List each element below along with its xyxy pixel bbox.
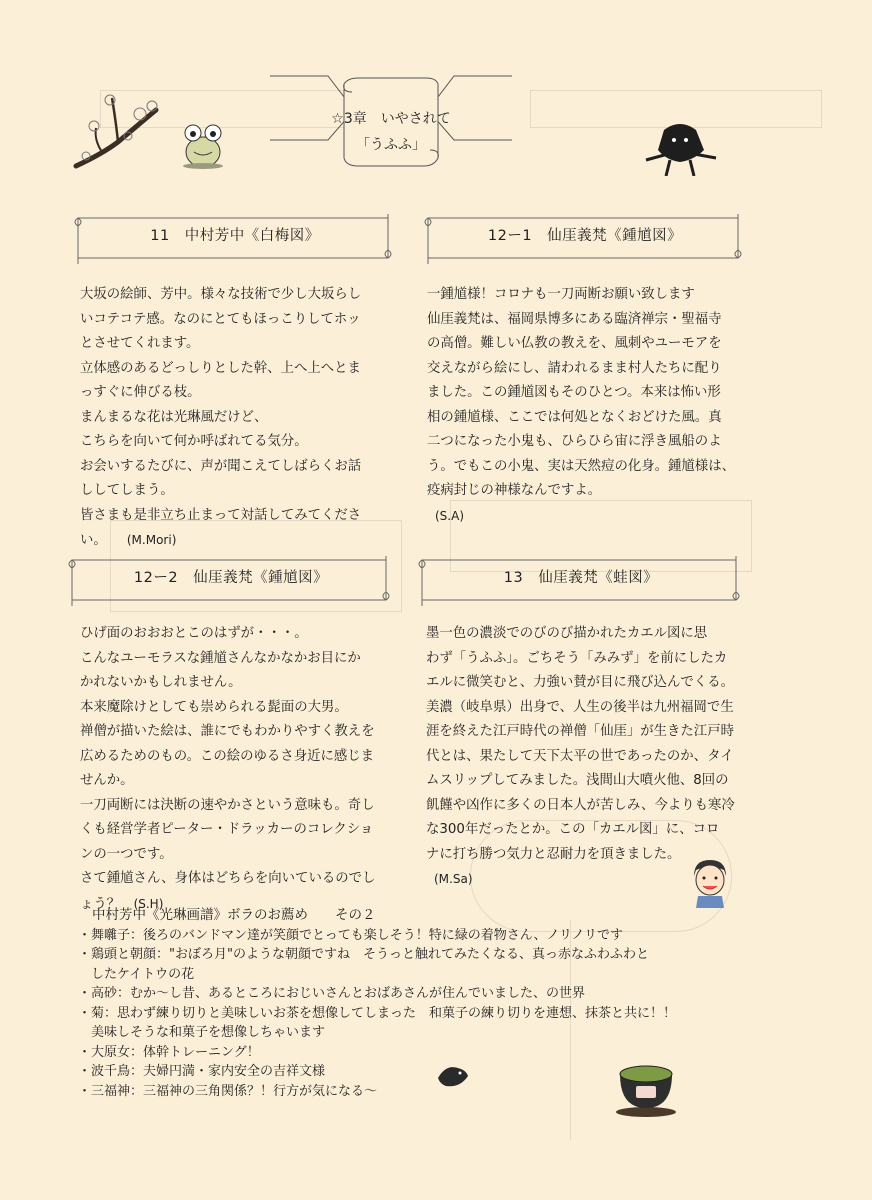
text-line: こちらを向いて何か呼ばれてる気分。 xyxy=(80,434,308,449)
text-line: かれないかもしれません。 xyxy=(80,675,242,690)
article-13-body xyxy=(426,622,766,892)
text-line: ムスリップしてみました。浅間山大噴火他、8回の xyxy=(426,773,729,788)
article-11-signature: (M.Mori) xyxy=(126,533,177,547)
text-line: の高僧。難しい仏教の教えを、風刺やユーモアを xyxy=(427,336,722,351)
list-item: ・菊：思わず練り切りと美味しいお茶を想像してしまった 和菓子の練り切りを連想、抹茶と共に！！ xyxy=(78,1005,677,1021)
list-item: ・大原女：体幹トレーニング！ xyxy=(78,1044,260,1060)
article-12-1-body xyxy=(427,283,757,528)
article-12-2-title: 12ー2 仙厓義梵《鍾馗図》 xyxy=(133,570,329,586)
title-scroll-12-1 xyxy=(420,212,750,268)
chapter-title: ☆3章 いやされて xyxy=(331,111,451,127)
text-line: 疫病封じの神様なんですよ。 xyxy=(427,483,602,498)
text-line: さて鍾馗さん、身体はどちらを向いているのでし xyxy=(80,871,376,886)
title-scroll-13 xyxy=(414,554,748,610)
text-line: 交えながら絵にし、請われるまま村人たちに配り xyxy=(427,360,722,376)
text-line: 大坂の絵師、芳中。様々な技術で少し大坂らし xyxy=(80,287,362,302)
list-item: ・舞囃子：後ろのバンドマン達が笑顔でとっても楽しそう！特に緑の着物さん、ノリノリです xyxy=(78,927,623,943)
text-line: 一刀両断には決断の速やかさという意味も。奇し xyxy=(80,797,375,813)
text-line: ました。この鍾馗図もそのひとつ。本来は怖い形 xyxy=(427,385,721,400)
text-line: い。 xyxy=(80,533,101,548)
text-line: 一鍾馗様！コロナも一刀両断お願い致します xyxy=(427,287,695,302)
article-12-2-body xyxy=(80,622,410,917)
shoki-figure-icon xyxy=(644,120,718,176)
chapter-subtitle: 「うふふ」 xyxy=(356,137,426,153)
text-line: ひげ面のおおおとこのはずが・・・。 xyxy=(80,626,308,641)
text-line: わず「うふふ」。ごちそう「みみず」を前にしたカ xyxy=(426,650,728,666)
text-line: ょう？ xyxy=(80,896,121,912)
text-line: 広めるためのもの。この絵のゆるさ身近に感じま xyxy=(80,748,375,764)
text-line: 墨一色の濃淡でのびのび描かれたカエル図に思 xyxy=(426,626,708,641)
text-line: いコテコテ感。なのにとてもほっこりしてホッ xyxy=(80,311,361,327)
article-13-signature: (M.Sa) xyxy=(434,872,473,886)
text-line: ンの一つです。 xyxy=(80,846,173,862)
list-item: したケイトウの花 xyxy=(78,966,195,982)
text-line: 禅僧が描いた絵は、誰にでもわかりやすく教えを xyxy=(80,724,375,739)
text-line: 仙厓義梵は、福岡県博多にある臨済禅宗・聖福寺 xyxy=(427,311,722,327)
article-12-1-signature: (S.A) xyxy=(435,508,465,523)
title-scroll-12-2 xyxy=(64,554,398,610)
text-line: 立体感のあるどっしりとした幹、上へ上へとま xyxy=(80,360,361,376)
list-item: ・鶏頭と朝顔："おぼろ月"のような朝顔ですね そうっと触れてみたくなる、真っ赤なふわふわと xyxy=(78,947,649,962)
text-line: う。でもこの小鬼、実は天然痘の化身。鍾馗様は、 xyxy=(427,458,735,474)
chapter-banner xyxy=(268,70,514,170)
text-line: っすぐに伸びる枝。 xyxy=(80,385,201,400)
article-11-title: 11 中村芳中《白梅図》 xyxy=(150,228,320,244)
text-line: とさせてくれます。 xyxy=(80,336,200,351)
article-13-title: 13 仙厓義梵《蛙図》 xyxy=(503,570,659,586)
list-item: 美味しそうな和菓子を想像しちゃいます xyxy=(78,1025,326,1040)
text-line: 本来魔除けとしても崇められる髭面の大男。 xyxy=(80,699,348,715)
text-line: 代とは、果たして天下太平の世であったのか、タイ xyxy=(426,748,734,764)
text-line: な300年だったとか。この「カエル図」に、コロ xyxy=(426,822,720,837)
list-item: ・三福神：三福神の三角関係？！行方が気になる〜 xyxy=(78,1083,378,1099)
text-line: 相の鍾馗様、ここでは何処となくおどけた風。真 xyxy=(427,409,722,425)
teacup-icon xyxy=(614,1060,678,1118)
text-line: くも経営学者ピーター・ドラッカーのコレクショ xyxy=(80,822,374,837)
text-line: まんまるな花は光琳風だけど、 xyxy=(80,409,268,425)
recommendation-title: 中村芳中《光琳画譜》ボラのお薦め その２ xyxy=(92,907,376,923)
text-line: ナに打ち勝つ気力と忍耐力を頂きました。 xyxy=(426,846,681,862)
text-line: 二つになった小鬼も、ひらひら宙に浮き風船のよ xyxy=(427,434,722,449)
article-11-body xyxy=(80,283,410,554)
article-12-2-signature: (S.H) xyxy=(133,896,164,911)
text-line: エルに微笑むと、力強い賛が目に飛び込んでくる。 xyxy=(426,675,734,690)
text-line: 美濃（岐阜県）出身で、人生の後半は九州福岡で生 xyxy=(426,699,734,715)
article-12-1-title: 12ー1 仙厓義梵《鍾馗図》 xyxy=(487,228,683,244)
text-line: こんなユーモラスな鍾馗さんなかなかお目にか xyxy=(80,650,361,666)
frog-icon xyxy=(180,122,226,170)
plum-branch-icon xyxy=(72,92,164,172)
text-line: 涯を終えた江戸時代の禅僧「仙厓」が生きた江戸時 xyxy=(426,724,734,739)
text-line: お会いするたびに、声が聞こえてしばらくお話 xyxy=(80,458,362,474)
bird-icon xyxy=(436,1062,470,1090)
smiling-man-icon xyxy=(688,858,732,908)
text-line: 皆さまも是非立ち止まって対話してみてくださ xyxy=(80,507,362,523)
text-line: せんか。 xyxy=(80,773,134,788)
title-scroll-11 xyxy=(70,212,400,268)
text-line: ししてしまう。 xyxy=(80,483,174,498)
text-line: 飢饉や凶作に多くの日本人が苦しみ、今よりも寒冷 xyxy=(426,797,735,813)
list-item: ・波千鳥：夫婦円満・家内安全の吉祥文様 xyxy=(78,1064,326,1079)
list-item: ・高砂：むか〜し昔、あるところにおじいさんとおばあさんが住んでいました、の世界 xyxy=(78,986,586,1001)
